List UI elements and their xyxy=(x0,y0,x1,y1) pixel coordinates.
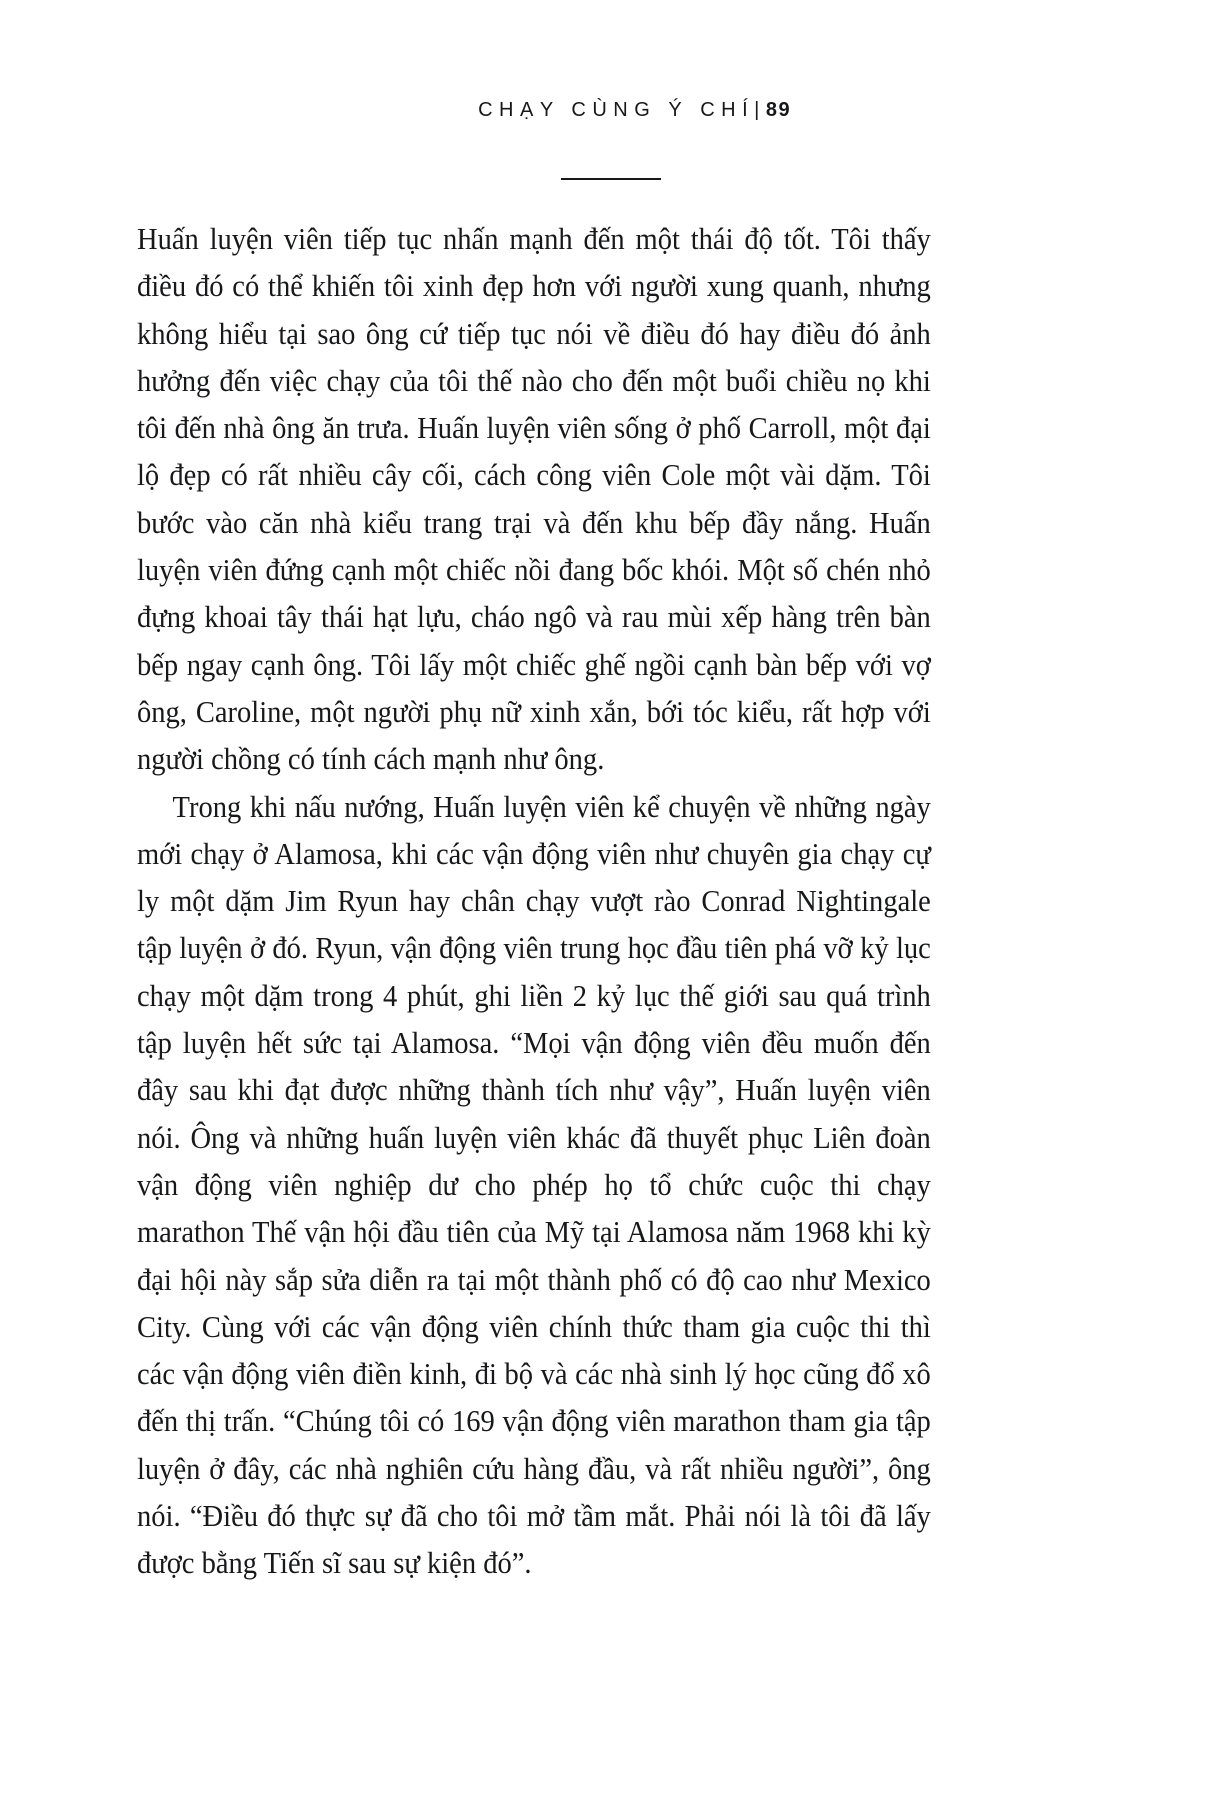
section-rule-container xyxy=(0,178,1221,180)
page-number: 89 xyxy=(765,99,792,121)
body-text-block xyxy=(137,216,931,1588)
running-head xyxy=(0,76,1221,145)
paragraph: Huấn luyện viên tiếp tục nhấn mạnh đến một thái độ tốt. Tôi thấy điều đó có thể khiến tôi xinh đẹp hơn với người xung quanh, nhưng không hiểu tại sao ông cứ tiếp tục nói về điều đó hay điều đó ảnh hưởng đến việc chạy của tôi thế nào cho đến một buổi chiều nọ khi tôi đến nhà ông ăn trưa. Huấn luyện viên sống ở phố Carroll, một đại lộ đẹp có rất nhiều cây cối, cách công viên Cole một vài dặm. Tôi bước vào căn nhà kiểu trang trại và đến khu bếp đầy nắng. Huấn luyện viên đứng cạnh một chiếc nồi đang bốc khói. Một số chén nhỏ đựng khoai tây thái hạt lựu, cháo ngô và rau mùi xếp hàng trên bàn bếp ngay cạnh ông. Tôi lấy một chiếc ghế ngồi cạnh bàn bếp với vợ ông, Caroline, một người phụ nữ xinh xắn, bới tóc kiểu, rất hợp với người chồng có tính cách mạnh như ông. xyxy=(137,222,931,777)
section-rule xyxy=(561,178,661,180)
running-head-title: CHẠY CÙNG Ý CHÍ xyxy=(478,99,755,121)
paragraph: Trong khi nấu nướng, Huấn luyện viên kể chuyện về những ngày mới chạy ở Alamosa, khi các vận động viên như chuyên gia chạy cự ly một dặm Jim Ryun hay chân chạy vượt rào Conrad Nightingale tập luyện ở đó. Ryun, vận động viên trung học đầu tiên phá vỡ kỷ lục chạy một dặm trong 4 phút, ghi liền 2 kỷ lục thế giới sau quá trình tập luyện hết sức tại Alamosa. “Mọi vận động viên đều muốn đến đây sau khi đạt được những thành tích như vậy”, Huấn luyện viên nói. Ông và những huấn luyện viên khác đã thuyết phục Liên đoàn vận động viên nghiệp dư cho phép họ tổ chức cuộc thi chạy marathon Thế vận hội đầu tiên của Mỹ tại Alamosa năm 1968 khi kỳ đại hội này sắp sửa diễn ra tại một thành phố có độ cao như Mexico City. Cùng với các vận động viên chính thức tham gia cuộc thi thì các vận động viên điền kinh, đi bộ và các nhà sinh lý học cũng đổ xô đến thị trấn. “Chúng tôi có 169 vận động viên marathon tham gia tập luyện ở đây, các nhà nghiên cứu hàng đầu, và rất nhiều người”, ông nói. “Điều đó thực sự đã cho tôi mở tầm mắt. Phải nói là tôi đã lấy được bằng Tiến sĩ sau sự kiện đó”. xyxy=(137,789,931,1581)
running-head-separator: | xyxy=(754,99,766,121)
